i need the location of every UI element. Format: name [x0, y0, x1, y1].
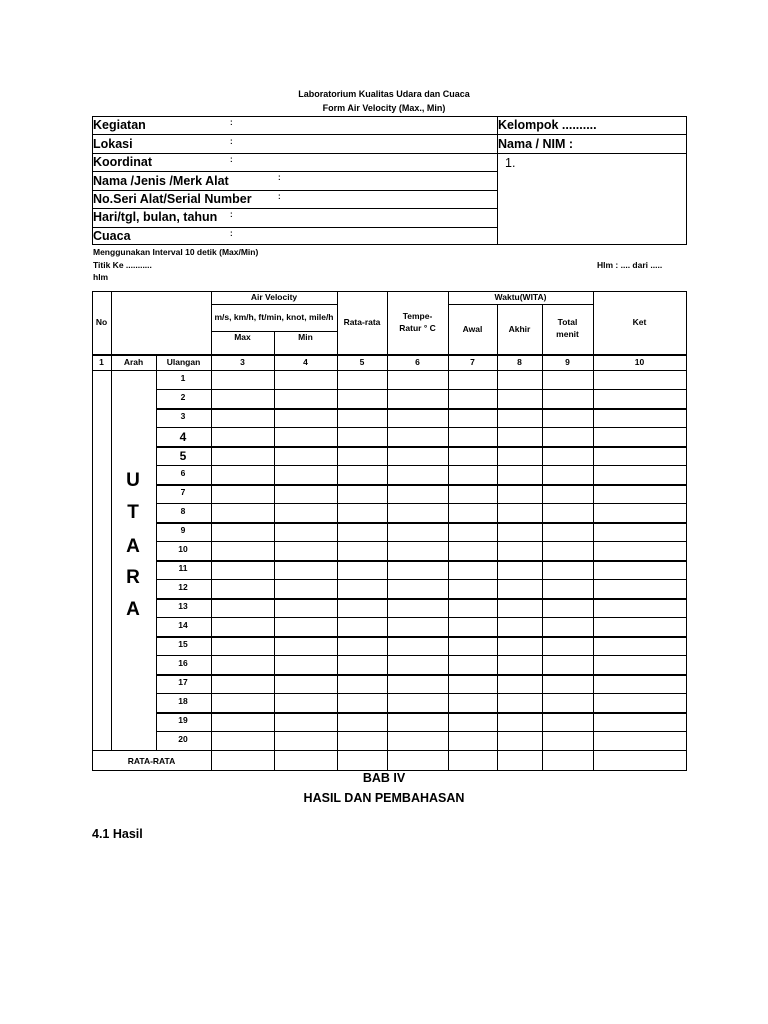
ulangan-number: 1: [180, 373, 186, 383]
header-air-velocity: Air Velocity: [250, 291, 298, 302]
header-awal: Awal: [462, 323, 483, 334]
header-rata-rata: Rata-rata: [343, 317, 381, 328]
header-total-2: menit: [556, 329, 579, 340]
direction-letter: A: [126, 599, 140, 620]
header-units: m/s, km/h, ft/min, knot, mile/h: [214, 312, 334, 323]
header-total-1: Total: [557, 317, 578, 328]
ulangan-number: 4: [179, 430, 187, 444]
ulangan-number: 19: [178, 715, 188, 725]
header-temperatur-1: Tempe-: [402, 311, 433, 322]
label-kegiatan: Kegiatan: [93, 118, 146, 132]
colon: :: [230, 137, 233, 146]
form-lab-title: Laboratorium Kualitas Udara dan Cuaca: [298, 89, 470, 99]
ulangan-number: 13: [178, 601, 188, 611]
ulangan-number: 2: [180, 392, 186, 402]
label-koordinat: Koordinat: [93, 155, 153, 169]
colnum-7: 7: [470, 356, 475, 367]
colnum-1: 1: [99, 356, 104, 367]
colnum-9: 9: [565, 356, 570, 367]
ulangan-number: 10: [178, 544, 188, 554]
label-nama-nim: Nama / NIM :: [498, 137, 574, 151]
page-of: Hlm : .... dari .....: [597, 260, 663, 270]
nim-entry-1: 1.: [505, 156, 516, 170]
direction-letter: A: [126, 536, 140, 557]
direction-letter: T: [127, 502, 139, 523]
ulangan-number: 9: [180, 525, 186, 535]
ulangan-number: 12: [178, 582, 188, 592]
colon: :: [230, 229, 233, 238]
header-waktu: Waktu(WITA): [494, 291, 547, 302]
header-temperatur-2: Ratur ° C: [399, 323, 436, 334]
label-serial-number: No.Seri Alat/Serial Number: [93, 192, 252, 206]
header-akhir: Akhir: [508, 323, 531, 334]
chapter-title: HASIL DAN PEMBAHASAN: [303, 791, 465, 805]
ulangan-number: 5: [179, 449, 187, 463]
ulangan-number: 16: [178, 658, 188, 668]
colon: :: [230, 210, 233, 219]
colnum-10: 10: [634, 356, 645, 367]
rata-rata-footer: RATA-RATA: [127, 756, 176, 767]
colnum-3: 3: [240, 356, 245, 367]
chapter-number: BAB IV: [362, 771, 406, 785]
ulangan-number: 15: [178, 639, 188, 649]
colon: :: [230, 118, 233, 127]
label-cuaca: Cuaca: [93, 229, 131, 243]
interval-note: Menggunakan Interval 10 detik (Max/Min): [93, 247, 259, 257]
header-max: Max: [234, 332, 251, 343]
ulangan-number: 20: [178, 734, 188, 744]
label-kelompok: Kelompok ..........: [498, 118, 597, 132]
label-lokasi: Lokasi: [93, 137, 133, 151]
colon: :: [230, 155, 233, 164]
label-nama-alat: Nama /Jenis /Merk Alat: [93, 174, 229, 188]
ulangan-number: 11: [178, 563, 188, 573]
colnum-6: 6: [415, 356, 420, 367]
ulangan-number: 14: [178, 620, 188, 630]
hlm-label: hlm: [93, 272, 109, 282]
ulangan-number: 17: [178, 677, 188, 687]
ulangan-number: 18: [178, 696, 188, 706]
titik-ke: Titik Ke ...........: [93, 260, 152, 270]
colon: :: [278, 173, 281, 182]
colnum-arah: Arah: [123, 356, 144, 367]
colon: :: [278, 192, 281, 201]
section-heading: 4.1 Hasil: [92, 827, 143, 841]
ulangan-number: 8: [180, 506, 186, 516]
header-no: No: [95, 317, 108, 328]
direction-letter: R: [126, 567, 140, 588]
header-ket: Ket: [632, 317, 647, 328]
ulangan-number: 7: [180, 487, 186, 497]
ulangan-number: 6: [180, 468, 186, 478]
direction-letter: U: [126, 470, 140, 491]
ulangan-number: 3: [180, 411, 186, 421]
form-subtitle: Form Air Velocity (Max., Min): [322, 103, 446, 113]
colnum-5: 5: [359, 356, 365, 367]
colnum-4: 4: [303, 356, 308, 367]
header-min: Min: [298, 332, 313, 343]
label-tanggal: Hari/tgl, bulan, tahun: [93, 210, 218, 224]
colnum-ulangan: Ulangan: [166, 356, 201, 367]
colnum-8: 8: [517, 356, 522, 367]
